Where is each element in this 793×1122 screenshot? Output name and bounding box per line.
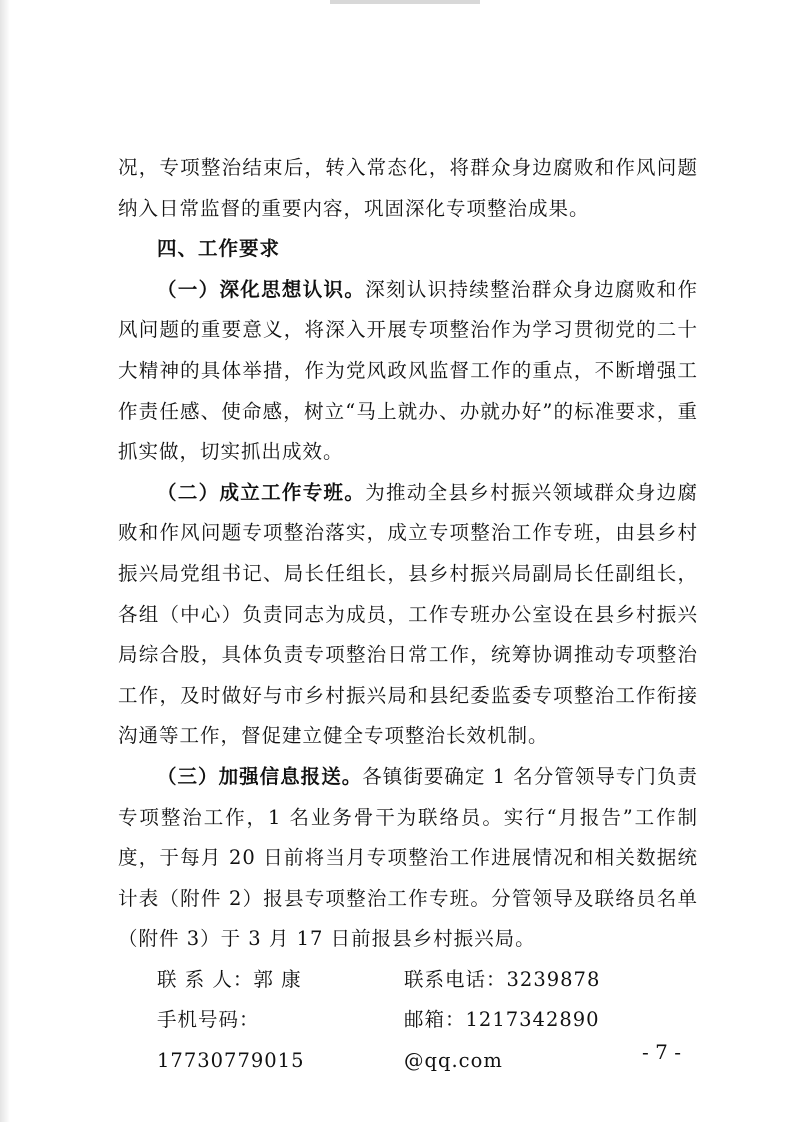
contact-email-value: 1217342890 @qq.com <box>404 1008 600 1073</box>
paragraph-item-1 <box>118 270 698 473</box>
document-body <box>118 148 698 1082</box>
item-2-lead: （二）成立工作专班。 <box>157 480 366 504</box>
contact-phone <box>404 960 698 1001</box>
paragraph-item-2 <box>118 473 698 757</box>
contact-row-1 <box>118 960 698 1001</box>
paragraph-continuation: 况，专项整治结束后，转入常态化，将群众身边腐败和作风问题纳入日常监督的重要内容，巩固深化专项整治成果。 <box>118 156 698 220</box>
contact-email-label: 邮箱： <box>404 1008 466 1032</box>
contact-row-2 <box>118 1000 698 1081</box>
contact-phone-label: 联系电话： <box>404 967 507 991</box>
scan-top-mark <box>330 0 480 4</box>
item-1-lead: （一）深化思想认识。 <box>157 277 366 301</box>
paragraph-item-3 <box>118 757 698 960</box>
contact-mobile-label: 手机号码： <box>157 1008 260 1032</box>
contact-person-value: 郭 康 <box>253 967 302 991</box>
contact-mobile <box>118 1000 404 1081</box>
item-2-body: 为推动全县乡村振兴领域群众身边腐败和作风问题专项整治落实，成立专项整治工作专班，由县乡村振兴局党组书记、局长任组长，县乡村振兴局副局长任副组长，各组（中心）负责同志为成员，工作专班办公室设在县乡村振兴局综合股，具体负责专项整治日常工作，统筹协调推动专项整治工作，及时做好与市乡村振兴局和县纪委监委专项整治工作衔接沟通等工作，督促建立健全专项整治长效机制。 <box>118 480 698 748</box>
item-1-body: 深刻认识持续整治群众身边腐败和作风问题的重要意义，将深入开展专项整治作为学习贯彻党的二十大精神的具体举措，作为党风政风监督工作的重点，不断增强工作责任感、使命感，树立“马上就办、办就办好”的标准要求，重抓实做，切实抓出成效。 <box>118 277 698 464</box>
contact-phone-value: 3239878 <box>506 967 601 991</box>
page-number: - 7 - <box>642 1040 681 1064</box>
item-3-body: 各镇街要确定 1 名分管领导专门负责专项整治工作，1 名业务骨干为联络员。实行“月报告”工作制度，于每月 20 日前将当月专项整治工作进展情况和相关数据统计表（附件 2）报县专项整治工作专班。分管领导及联络员名单（附件 3）于 3 月 17 日前报县乡村振兴局。 <box>118 764 698 951</box>
contact-person-label: 联 系 人： <box>157 967 254 991</box>
section-heading: 四、工作要求 <box>157 237 281 261</box>
contact-mobile-value: 17730779015 <box>157 1049 305 1073</box>
item-3-lead: （三）加强信息报送。 <box>157 764 363 788</box>
contact-person <box>118 960 404 1001</box>
scan-edge-shadow <box>0 0 10 1122</box>
